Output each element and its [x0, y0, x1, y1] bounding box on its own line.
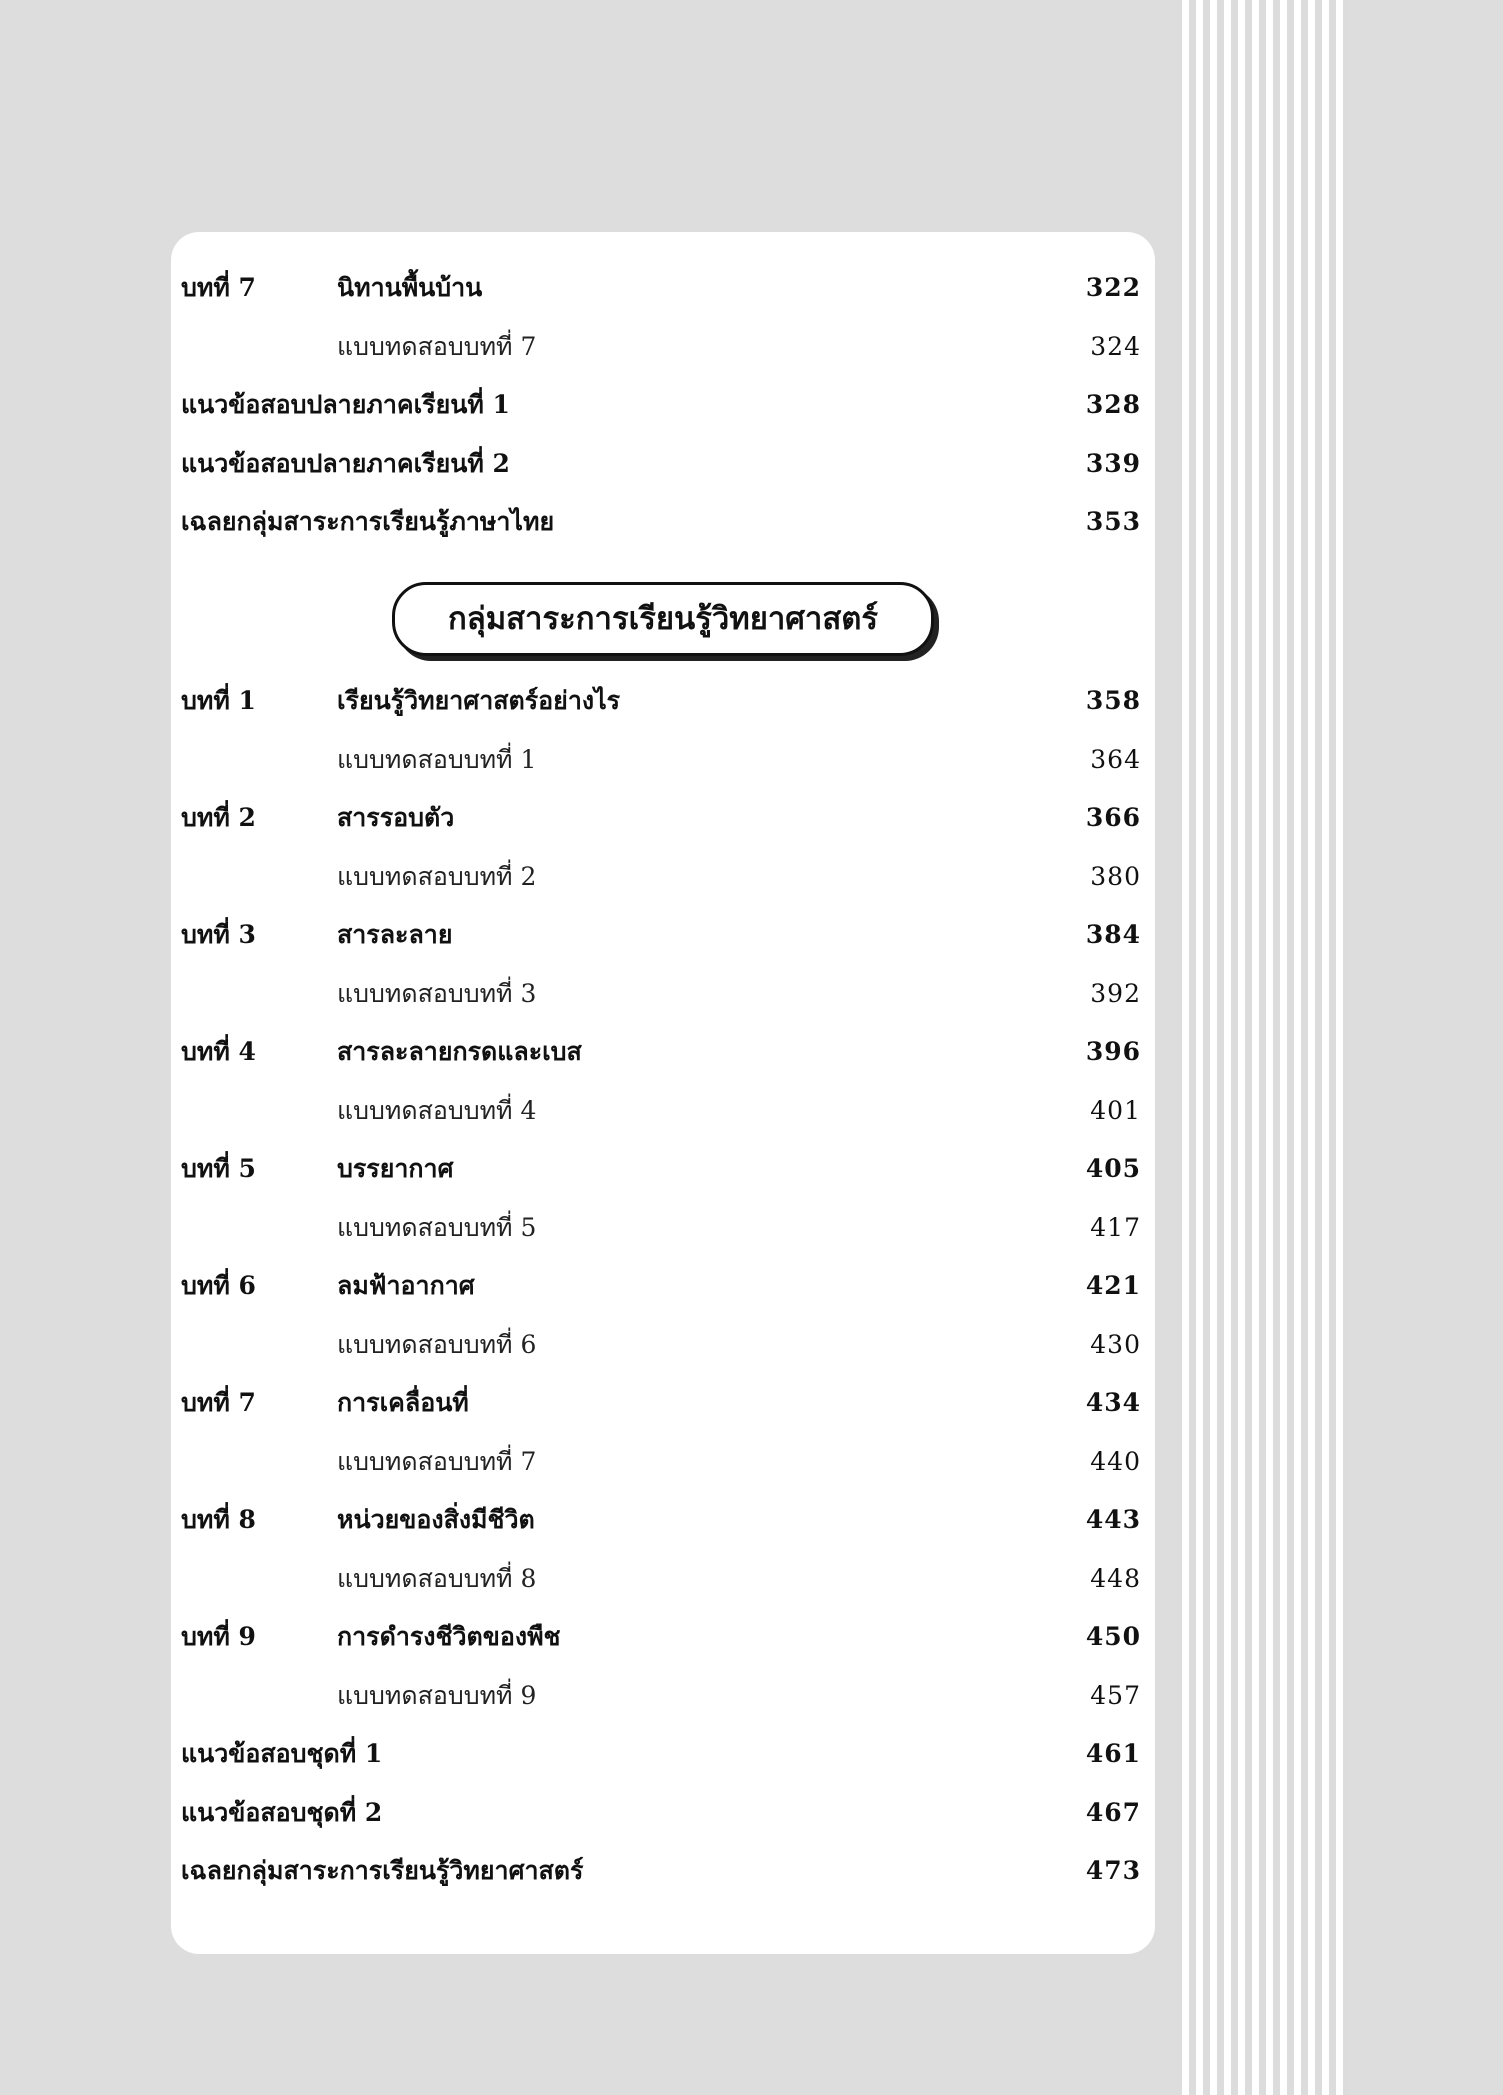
chapter-title: สารละลายกรดและเบส — [337, 1037, 582, 1066]
test-title: แบบทดสอบบทที่ 1 — [337, 744, 537, 774]
page-number: 417 — [1090, 1212, 1141, 1242]
toc-entry — [171, 1149, 1155, 1189]
chapter-title: การเคลื่อนที่ — [337, 1388, 469, 1417]
page-number: 324 — [1090, 331, 1141, 361]
entry-title: เฉลยกลุ่มสาระการเรียนรู้วิทยาศาสตร์ — [181, 1856, 584, 1885]
toc-entry — [171, 798, 1155, 838]
test-title: แบบทดสอบบทที่ 8 — [337, 1563, 537, 1593]
toc-entry — [171, 268, 1155, 308]
page-number: 396 — [1085, 1037, 1141, 1066]
page-number: 392 — [1090, 978, 1141, 1008]
chapter-title: บรรยากาศ — [337, 1154, 454, 1183]
test-title: แบบทดสอบบทที่ 9 — [337, 1680, 537, 1710]
toc-entry — [171, 502, 1155, 542]
test-title: แบบทดสอบบทที่ 6 — [337, 1329, 537, 1359]
chapter-number: บทที่ 6 — [181, 1271, 256, 1300]
toc-entry — [171, 857, 1155, 897]
page-number: 448 — [1090, 1563, 1141, 1593]
toc-entry — [171, 1734, 1155, 1774]
chapter-title: ลมฟ้าอากาศ — [337, 1271, 475, 1300]
chapter-title: สารละลาย — [337, 920, 453, 949]
toc-entry — [171, 1032, 1155, 1072]
toc-entry — [171, 1266, 1155, 1306]
chapter-number: บทที่ 4 — [181, 1037, 256, 1066]
test-title: แบบทดสอบบทที่ 2 — [337, 861, 537, 891]
page-number: 430 — [1090, 1329, 1141, 1359]
page-number: 405 — [1085, 1154, 1141, 1183]
page-number: 473 — [1085, 1856, 1141, 1885]
page-number: 322 — [1085, 273, 1141, 302]
entry-title: แนวข้อสอบชุดที่ 2 — [181, 1797, 383, 1827]
entry-title: แนวข้อสอบปลายภาคเรียนที่ 2 — [181, 448, 510, 478]
entry-title: เฉลยกลุ่มสาระการเรียนรู้ภาษาไทย — [181, 507, 555, 536]
page-number: 461 — [1085, 1739, 1141, 1768]
toc-entry — [171, 1325, 1155, 1365]
page-number: 339 — [1085, 448, 1141, 478]
test-title: แบบทดสอบบทที่ 3 — [337, 978, 537, 1008]
chapter-title: เรียนรู้วิทยาศาสตร์อย่างไร — [337, 686, 621, 715]
chapter-number: บทที่ 1 — [181, 686, 256, 715]
toc-entry — [171, 385, 1155, 425]
page-number: 380 — [1090, 861, 1141, 891]
page-number: 467 — [1085, 1797, 1141, 1827]
toc-card — [171, 232, 1155, 1954]
decorative-stripes — [1182, 0, 1347, 2095]
page-number: 440 — [1090, 1446, 1141, 1476]
page-number: 366 — [1085, 803, 1141, 832]
toc-entry — [171, 1559, 1155, 1599]
page-number: 384 — [1085, 920, 1141, 949]
test-title: แบบทดสอบบทที่ 7 — [337, 1446, 537, 1476]
page-number: 443 — [1085, 1505, 1141, 1534]
toc-entry — [171, 1091, 1155, 1131]
toc-entry — [171, 1383, 1155, 1423]
page-number: 457 — [1090, 1680, 1141, 1710]
toc-entry — [171, 1208, 1155, 1248]
chapter-number: บทที่ 3 — [181, 920, 256, 949]
chapter-number: บทที่ 8 — [181, 1505, 256, 1534]
toc-entry — [171, 1442, 1155, 1482]
page-number: 450 — [1085, 1622, 1141, 1651]
toc-entry — [171, 1851, 1155, 1891]
page-number: 353 — [1085, 507, 1141, 536]
page-number: 358 — [1085, 686, 1141, 715]
entry-title: แนวข้อสอบปลายภาคเรียนที่ 1 — [181, 390, 510, 419]
page-number: 434 — [1085, 1388, 1141, 1417]
page-number: 401 — [1090, 1095, 1141, 1125]
test-title: แบบทดสอบบทที่ 4 — [337, 1095, 537, 1125]
chapter-number: บทที่ 2 — [181, 803, 256, 832]
chapter-title: หน่วยของสิ่งมีชีวิต — [337, 1505, 535, 1534]
toc-entry — [171, 444, 1155, 484]
chapter-number: บทที่ 5 — [181, 1154, 256, 1183]
toc-entry — [171, 915, 1155, 955]
test-title: แบบทดสอบบทที่ 7 — [337, 331, 537, 361]
chapter-title: สารรอบตัว — [337, 803, 455, 832]
page-number: 364 — [1090, 744, 1141, 774]
toc-entry — [171, 1500, 1155, 1540]
toc-entry — [171, 1617, 1155, 1657]
toc-entry — [171, 1676, 1155, 1716]
toc-entry — [171, 740, 1155, 780]
chapter-title: นิทานพื้นบ้าน — [337, 273, 483, 302]
toc-entry — [171, 681, 1155, 721]
toc-entry — [171, 1793, 1155, 1833]
toc-entry — [171, 327, 1155, 367]
chapter-number: บทที่ 7 — [181, 273, 256, 302]
toc-entry — [171, 974, 1155, 1014]
page-number: 328 — [1085, 390, 1141, 419]
chapter-number: บทที่ 7 — [181, 1388, 256, 1417]
section-heading: กลุ่มสาระการเรียนรู้วิทยาศาสตร์ — [392, 582, 934, 656]
page-number: 421 — [1085, 1271, 1141, 1300]
chapter-title: การดำรงชีวิตของพืช — [337, 1622, 561, 1651]
entry-title: แนวข้อสอบชุดที่ 1 — [181, 1739, 383, 1768]
chapter-number: บทที่ 9 — [181, 1622, 256, 1651]
test-title: แบบทดสอบบทที่ 5 — [337, 1212, 537, 1242]
